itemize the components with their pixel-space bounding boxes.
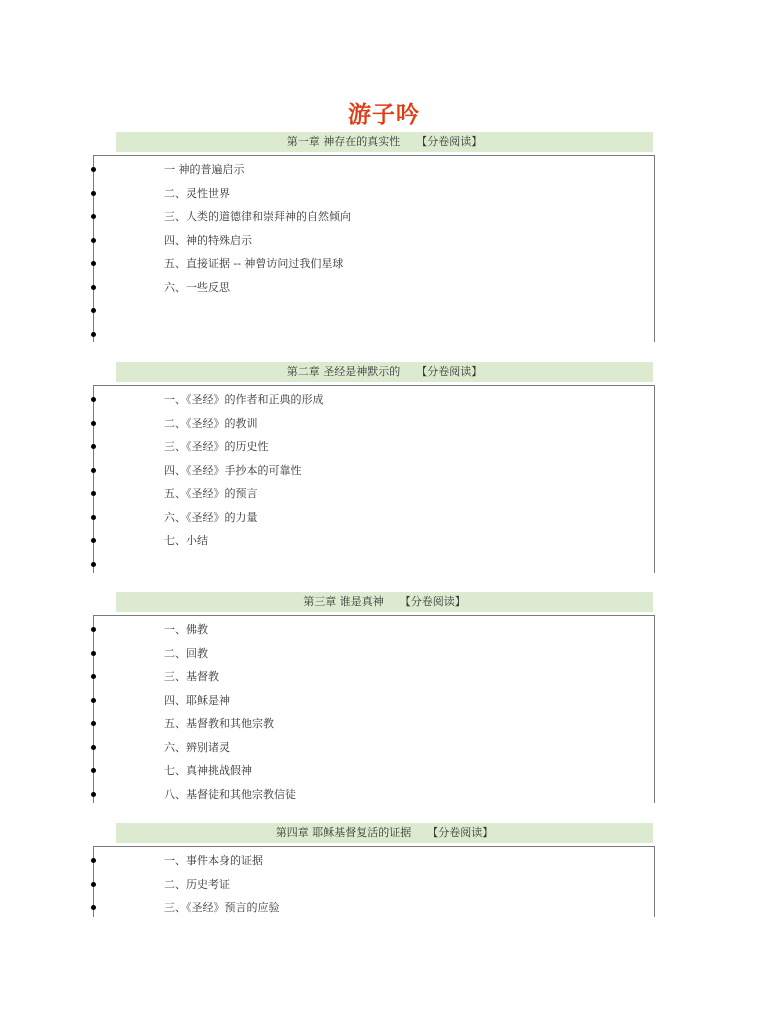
bullet-icon: [91, 698, 96, 703]
section-link[interactable]: 一、事件本身的证据: [164, 854, 263, 867]
section-link[interactable]: 七、真神挑战假神: [164, 764, 252, 777]
list-item[interactable]: [94, 486, 654, 502]
list-item[interactable]: [94, 162, 654, 178]
section-link[interactable]: 三、《圣经》预言的应验: [164, 901, 280, 914]
list-item[interactable]: [94, 740, 654, 756]
chapter-section-box: [93, 385, 655, 573]
bullet-icon: [91, 792, 96, 797]
list-item: [94, 557, 654, 573]
list-item[interactable]: [94, 900, 654, 916]
bullet-icon: [91, 308, 96, 313]
bullet-icon: [91, 562, 96, 567]
chapter-heading: 第四章 耶稣基督复活的证据: [275, 826, 412, 839]
bullet-icon: [91, 167, 96, 172]
bullet-icon: [91, 261, 96, 266]
chapter-section-box: [93, 846, 655, 917]
bullet-icon: [91, 768, 96, 773]
chapter-header: [116, 592, 653, 612]
chapter-heading: 第一章 神存在的真实性: [286, 135, 401, 148]
bullet-icon: [91, 745, 96, 750]
bullet-icon: [91, 397, 96, 402]
list-item[interactable]: [94, 439, 654, 455]
section-link[interactable]: 八、基督徒和其他宗教信徒: [164, 787, 296, 801]
list-item[interactable]: [94, 392, 654, 408]
list-item: [94, 327, 654, 343]
bullet-icon: [91, 858, 96, 863]
list-item[interactable]: [94, 533, 654, 549]
bullet-icon: [91, 905, 96, 910]
section-link[interactable]: 三、人类的道德律和崇拜神的自然倾向: [164, 210, 351, 223]
section-link[interactable]: 二、灵性世界: [164, 186, 230, 200]
bullet-icon: [91, 538, 96, 543]
list-item[interactable]: [94, 510, 654, 526]
bullet-icon: [91, 285, 96, 290]
read-volume-link[interactable]: 【分卷阅读】: [416, 135, 483, 148]
section-link[interactable]: 七、小结: [164, 534, 208, 547]
bullet-icon: [91, 238, 96, 243]
bullet-icon: [91, 651, 96, 656]
list-item[interactable]: [94, 256, 654, 272]
bullet-icon: [91, 721, 96, 726]
list-item[interactable]: [94, 233, 654, 249]
section-link[interactable]: 四、耶稣是神: [164, 693, 230, 707]
bullet-icon: [91, 674, 96, 679]
section-link[interactable]: 四、神的特殊启示: [164, 233, 252, 247]
bullet-icon: [91, 444, 96, 449]
section-link[interactable]: 五、《圣经》的预言: [164, 487, 258, 500]
list-item[interactable]: [94, 209, 654, 225]
list-item[interactable]: [94, 463, 654, 479]
section-link[interactable]: 二、《圣经》的教训: [164, 416, 258, 430]
section-link[interactable]: 五、直接证据 -- 神曾访问过我们星球: [164, 257, 344, 270]
list-item[interactable]: [94, 877, 654, 893]
section-link[interactable]: 四、《圣经》手抄本的可靠性: [164, 463, 302, 477]
section-link[interactable]: 六、一些反思: [164, 280, 230, 294]
section-link[interactable]: 六、《圣经》的力量: [164, 510, 258, 524]
section-link[interactable]: 一、佛教: [164, 623, 208, 636]
section-link[interactable]: 一 神的普遍启示: [164, 163, 245, 176]
bullet-icon: [91, 627, 96, 632]
list-item[interactable]: [94, 787, 654, 803]
chapter-heading: 第二章 圣经是神默示的: [286, 365, 401, 378]
page-title: 游子吟: [348, 101, 420, 128]
chapter-heading: 第三章 谁是真神: [303, 595, 384, 608]
list-item[interactable]: [94, 716, 654, 732]
bullet-icon: [91, 491, 96, 496]
list-item[interactable]: [94, 646, 654, 662]
section-link[interactable]: 一、《圣经》的作者和正典的形成: [164, 393, 324, 406]
list-item[interactable]: [94, 763, 654, 779]
bullet-icon: [91, 468, 96, 473]
bullet-icon: [91, 332, 96, 337]
section-link[interactable]: 二、回教: [164, 646, 208, 660]
section-link[interactable]: 五、基督教和其他宗教: [164, 717, 274, 730]
bullet-icon: [91, 214, 96, 219]
section-link[interactable]: 六、辨别诸灵: [164, 740, 230, 754]
bullet-icon: [91, 191, 96, 196]
list-item[interactable]: [94, 280, 654, 296]
list-item[interactable]: [94, 186, 654, 202]
read-volume-link[interactable]: 【分卷阅读】: [416, 365, 483, 378]
chapter-section-box: [93, 155, 655, 342]
section-link[interactable]: 二、历史考证: [164, 877, 230, 891]
bullet-icon: [91, 515, 96, 520]
chapter-header: [116, 132, 653, 152]
list-item[interactable]: [94, 622, 654, 638]
list-item[interactable]: [94, 693, 654, 709]
bullet-icon: [91, 421, 96, 426]
chapter-section-box: [93, 615, 655, 803]
list-item: [94, 303, 654, 319]
bullet-icon: [91, 882, 96, 887]
chapter-header: [116, 362, 653, 382]
section-link[interactable]: 三、基督教: [164, 670, 219, 683]
list-item[interactable]: [94, 853, 654, 869]
section-link[interactable]: 三、《圣经》的历史性: [164, 440, 269, 453]
chapter-header: [116, 823, 653, 843]
list-item[interactable]: [94, 669, 654, 685]
read-volume-link[interactable]: 【分卷阅读】: [399, 595, 466, 608]
list-item[interactable]: [94, 416, 654, 432]
read-volume-link[interactable]: 【分卷阅读】: [427, 826, 494, 839]
